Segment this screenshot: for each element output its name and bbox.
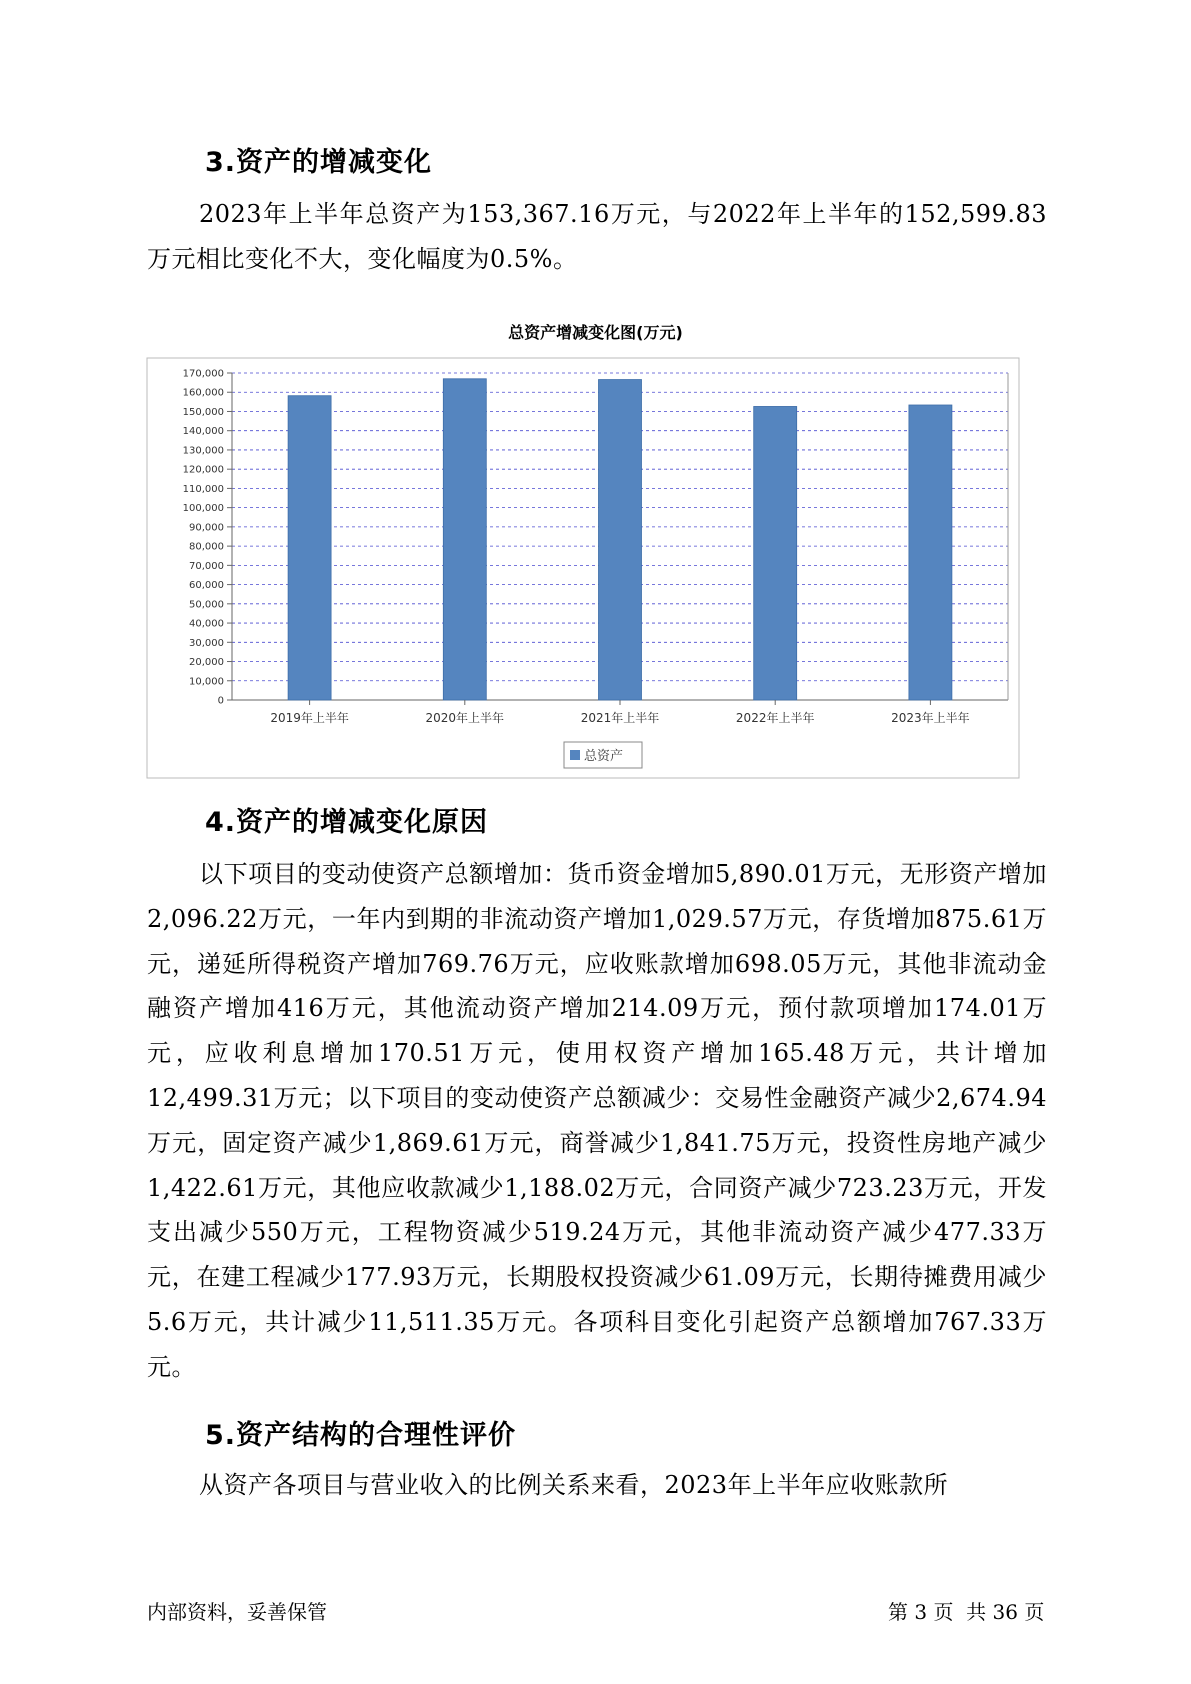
y-tick-label: 10,000 xyxy=(189,676,224,688)
x-tick-label: 2019年上半年 xyxy=(270,711,349,725)
y-tick-label: 20,000 xyxy=(189,657,224,669)
y-tick-label: 70,000 xyxy=(189,560,224,572)
y-tick-label: 160,000 xyxy=(182,387,224,399)
y-tick-label: 40,000 xyxy=(189,618,224,630)
legend-label: 总资产 xyxy=(584,749,624,764)
bar xyxy=(909,405,952,700)
x-tick-label: 2020年上半年 xyxy=(425,711,505,725)
chart-title: 总资产增减变化图(万元) xyxy=(508,323,683,342)
y-tick-label: 170,000 xyxy=(182,368,224,380)
section-4-paragraph: 以下项目的变动使资产总额增加：货币资金增加5,890.01万元，无形资产增加2,096.22万元，一年内到期的非流动资产增加1,029.57万元，存货增加875.61万元，递延所得税资产增加769.76万元，应收账款增加698.05万元，其他非流动金融资产增加416万元，其他流动资产增加214.09万元，预付款项增加174.01万元，应收利息增加170.51万元，使用权资产增加165.48万元，共计增加12,499.31万元；以下项目的变动使资产总额减少：交易性金融资产减少2,674.94万元，固定资产减少1,869.61万元，商誉减少1,841.75万元，投资性房地产减少1,422.61万元，其他应收款减少1,188.02万元，合同资产减少723.23万元，开发支出减少550万元，工程物资减少519.24万元，其他非流动资产减少477.33万元，在建工程减少177.93万元，长期股权投资减少61.09万元，长期待摊费用减少5.6万元，共计减少11,511.35万元。各项科目变化引起资产总额增加767.33万元。 xyxy=(147,860,1047,1381)
y-tick-label: 90,000 xyxy=(189,522,224,534)
footer-page-number: 第 3 页 共 36 页 xyxy=(888,1600,1045,1624)
legend-swatch xyxy=(570,750,580,760)
section-3-paragraph: 2023年上半年总资产为153,367.16万元，与2022年上半年的152,599.83万元相比变化不大，变化幅度为0.5%。 xyxy=(147,200,1047,273)
y-tick-label: 110,000 xyxy=(182,483,224,495)
total-assets-bar-chart xyxy=(0,0,1191,800)
section-5-heading: 5.资产结构的合理性评价 xyxy=(205,1420,517,1451)
x-tick-label: 2023年上半年 xyxy=(891,711,970,725)
y-tick-label: 120,000 xyxy=(182,464,224,476)
bar xyxy=(288,396,331,700)
footer-left: 内部资料，妥善保管 xyxy=(147,1600,327,1624)
section-3-heading: 3.资产的增减变化 xyxy=(205,147,433,178)
bar xyxy=(443,379,486,700)
bar xyxy=(599,380,642,700)
y-tick-label: 150,000 xyxy=(182,406,224,418)
x-tick-label: 2022年上半年 xyxy=(735,711,815,725)
bar xyxy=(754,406,797,700)
y-tick-label: 100,000 xyxy=(182,503,224,515)
y-tick-label: 130,000 xyxy=(182,445,224,457)
section-5-paragraph: 从资产各项目与营业收入的比例关系来看，2023年上半年应收账款所 xyxy=(199,1471,949,1499)
y-tick-label: 30,000 xyxy=(189,637,224,649)
y-tick-label: 80,000 xyxy=(189,541,224,553)
y-tick-label: 60,000 xyxy=(189,580,224,592)
y-tick-label: 50,000 xyxy=(189,599,224,611)
y-tick-label: 140,000 xyxy=(182,426,224,438)
section-4-heading: 4.资产的增减变化原因 xyxy=(205,807,489,838)
y-tick-label: 0 xyxy=(217,695,224,707)
x-tick-label: 2021年上半年 xyxy=(580,711,660,725)
